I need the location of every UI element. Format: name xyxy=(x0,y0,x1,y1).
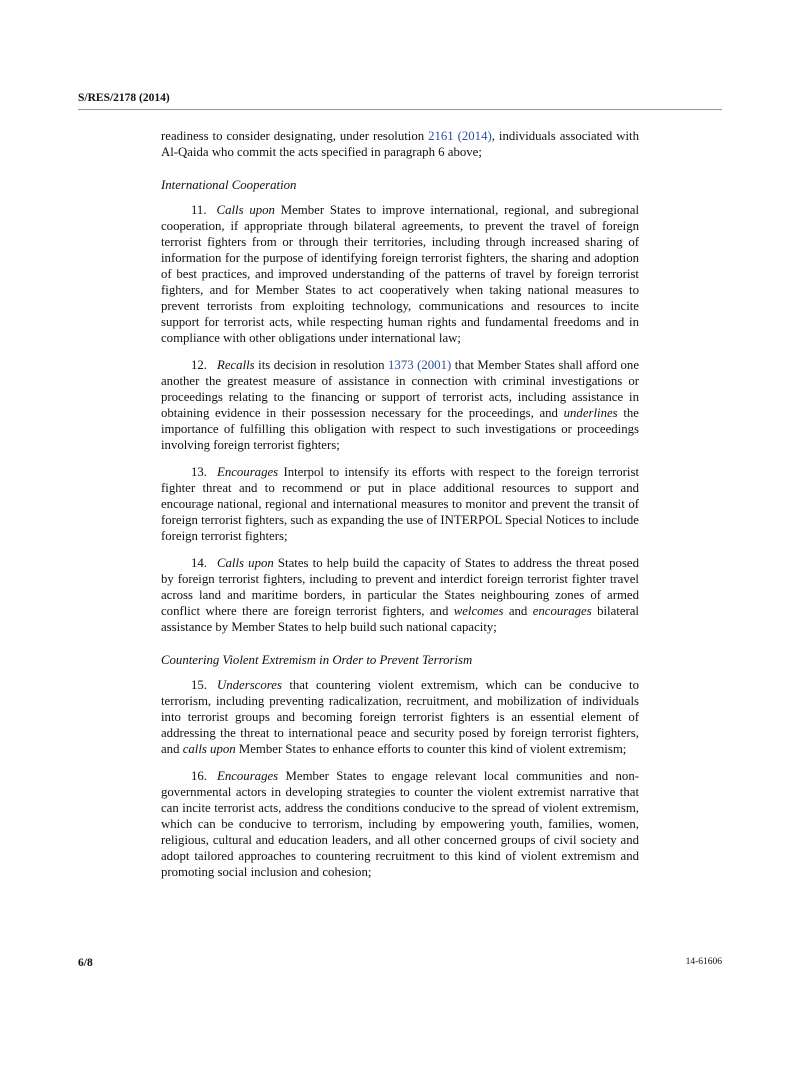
paragraph-14 xyxy=(161,555,639,635)
paragraph-text: Member States to enhance efforts to counter this kind of violent extremism; xyxy=(235,742,627,756)
intro-paragraph xyxy=(161,128,639,160)
document-symbol: S/RES/2178 (2014) xyxy=(78,92,170,104)
intro-text-2: , individuals associated with Al-Qaida who commit the acts specified in paragraph 6 above; xyxy=(161,129,639,159)
operative-verb: Encourages xyxy=(217,465,279,479)
paragraph-number: 13. xyxy=(191,465,207,479)
paragraph-15 xyxy=(161,677,639,757)
header-divider xyxy=(78,109,722,110)
resolution-1373-link[interactable]: 1373 (2001) xyxy=(388,358,452,372)
section-heading-international-cooperation: International Cooperation xyxy=(161,178,297,192)
paragraph-text: Member States to engage relevant local communities and non-governmental actors in developing strategies to counter the violent extremist narrative that can incite terrorist acts, address the conditions conducive to the spread of violent extremism, which can be conducive to terrorism, including by empowering youth, families, women, religious, cultural and education leaders, and all other concerned groups of civil society and adopt tailored approaches to countering recruitment to this kind of violent extremism and promoting social inclusion and cohesion; xyxy=(161,769,639,879)
document-body xyxy=(161,128,639,891)
operative-verb: Calls upon xyxy=(216,203,275,217)
operative-verb: Calls upon xyxy=(217,556,274,570)
paragraph-text: that countering violent extremism, which can be conducive to terrorism, including preventing radicalization, recruitment, and mobilization of individuals into terrorist groups and becoming foreign terrorist fighters is an essential element of addressing the threat to international peace and security posed by foreign terrorist fighters, and xyxy=(161,678,639,756)
intro-text-1: readiness to consider designating, under resolution xyxy=(161,129,429,143)
paragraph-16 xyxy=(161,768,639,880)
operative-verb: Recalls xyxy=(217,358,255,372)
paragraph-text: its decision in resolution xyxy=(254,358,389,372)
operative-verb: Encourages xyxy=(217,769,279,783)
paragraph-text: and xyxy=(503,604,533,618)
paragraph-number: 16. xyxy=(191,769,207,783)
paragraph-number: 14. xyxy=(191,556,207,570)
paragraph-text: States to help build the capacity of States to address the threat posed by foreign terrorist fighters, including to prevent and interdict foreign terrorist fighter travel across land and maritime borders, in particular the States neighbouring zones of armed conflict where there are foreign terrorist fighters, and xyxy=(161,556,640,618)
resolution-2161-link[interactable]: 2161 (2014) xyxy=(428,129,492,143)
paragraph-12 xyxy=(161,357,639,453)
operative-verb: underlines xyxy=(563,406,618,420)
paragraph-text: the importance of fulfilling this obligation with respect to such investigations or proceedings involving foreign terrorist fighters; xyxy=(161,406,639,452)
paragraph-text: that Member States shall afford one another the greatest measure of assistance in connection with criminal investigations or proceedings relating to the financing or support of terrorist acts, including assistance in obtaining evidence in their possession necessary for the proceedings, and xyxy=(161,358,640,420)
paragraph-11 xyxy=(161,202,639,346)
paragraph-13 xyxy=(161,464,639,544)
operative-verb: welcomes xyxy=(453,604,504,618)
document-number: 14-61606 xyxy=(685,957,722,967)
operative-verb: calls upon xyxy=(182,742,236,756)
paragraph-text: Member States to improve international, regional, and subregional cooperation, if appropriate through bilateral agreements, to prevent the travel of foreign terrorist fighters from or through their territories, including through increased sharing of information for the purpose of identifying foreign terrorist fighters, the sharing and adoption of best practices, and improved understanding of the patterns of travel by foreign terrorist fighters, and for Member States to act cooperatively when taking national measures to prevent terrorists from exploiting technology, communications and resources to incite support for terrorist acts, while respecting human rights and fundamental freedoms and in compliance with other obligations under international law; xyxy=(161,203,639,345)
paragraph-text: Interpol to intensify its efforts with respect to the foreign terrorist fighter threat and to recommend or put in place additional resources to support and encourage national, regional and international measures to monitor and prevent the transit of foreign terrorist fighters, such as expanding the use of INTERPOL Special Notices to include foreign terrorist fighters; xyxy=(161,465,639,543)
paragraph-text: bilateral assistance by Member States to help build such national capacity; xyxy=(161,604,639,634)
paragraph-number: 11. xyxy=(191,203,207,217)
operative-verb: encourages xyxy=(532,604,592,618)
section-heading-countering-violent-extremism: Countering Violent Extremism in Order to Prevent Terrorism xyxy=(161,653,473,667)
page-number: 6/8 xyxy=(78,957,93,969)
paragraph-number: 12. xyxy=(191,358,207,372)
paragraph-number: 15. xyxy=(191,678,207,692)
operative-verb: Underscores xyxy=(217,678,282,692)
